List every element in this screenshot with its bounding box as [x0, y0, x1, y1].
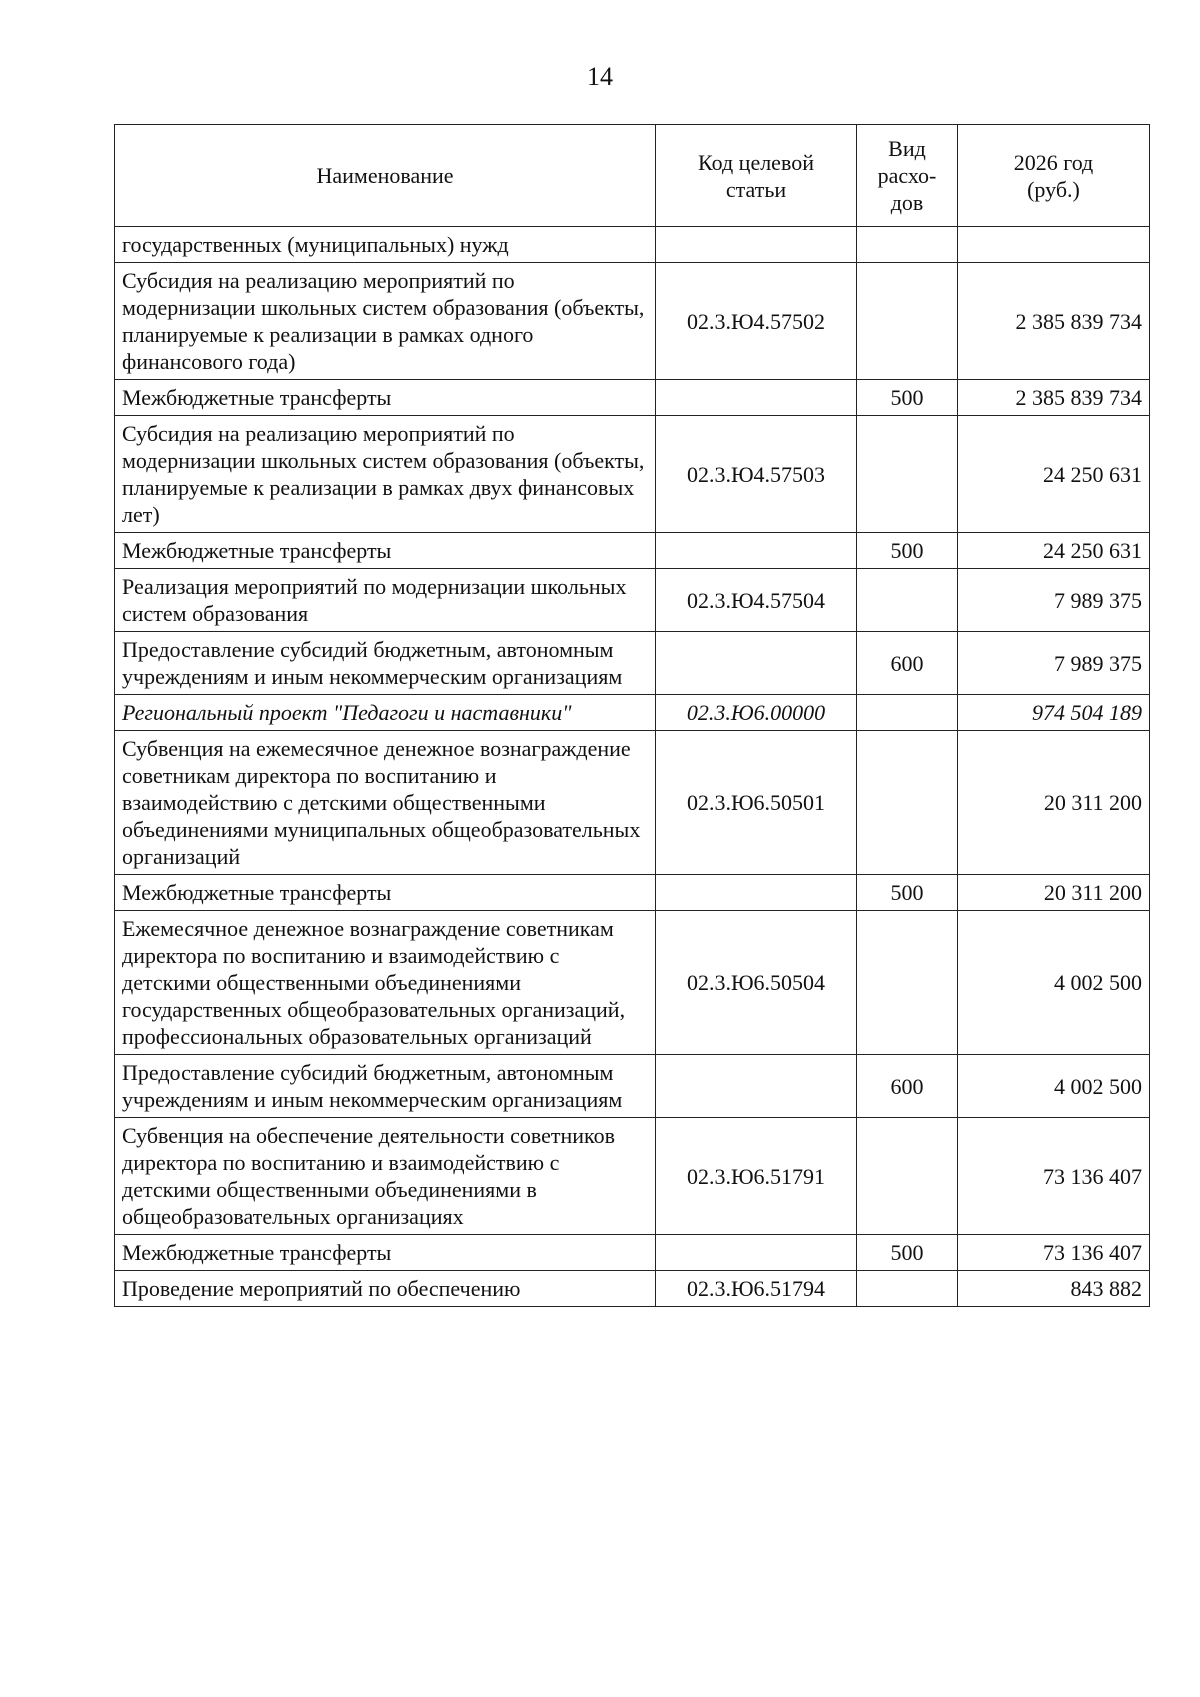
table-row [115, 1235, 1150, 1271]
table-header-row [115, 125, 1150, 227]
cell-kind [857, 1118, 958, 1235]
cell-kind [857, 227, 958, 263]
cell-sum: 24 250 631 [958, 416, 1150, 533]
cell-code: 02.3.Ю6.51791 [656, 1118, 857, 1235]
cell-code: 02.3.Ю6.50504 [656, 911, 857, 1055]
cell-name: Региональный проект "Педагоги и наставники" [115, 695, 656, 731]
table-row [115, 911, 1150, 1055]
cell-code: 02.3.Ю6.50501 [656, 731, 857, 875]
cell-name: Субсидия на реализацию мероприятий по модернизации школьных систем образования (объекты, планируемые к реализации в рамках одного финансового года) [115, 263, 656, 380]
cell-sum: 843 882 [958, 1271, 1150, 1307]
cell-code: 02.3.Ю4.57504 [656, 569, 857, 632]
cell-kind [857, 569, 958, 632]
cell-sum: 2 385 839 734 [958, 380, 1150, 416]
cell-kind: 500 [857, 1235, 958, 1271]
table-row [115, 416, 1150, 533]
cell-name: Проведение мероприятий по обеспечению [115, 1271, 656, 1307]
cell-code [656, 227, 857, 263]
header-kind: Вид расхо- дов [857, 125, 958, 227]
cell-name: Субвенция на ежемесячное денежное вознаграждение советникам директора по воспитанию и взаимодействию с детскими общественными объединениями муниципальных общеобразовательных организаций [115, 731, 656, 875]
cell-name: государственных (муниципальных) нужд [115, 227, 656, 263]
table-row [115, 380, 1150, 416]
cell-code [656, 533, 857, 569]
cell-name: Межбюджетные трансферты [115, 1235, 656, 1271]
cell-name: Предоставление субсидий бюджетным, автономным учреждениям и иным некоммерческим организациям [115, 632, 656, 695]
table-row [115, 875, 1150, 911]
table-row [115, 227, 1150, 263]
cell-sum: 4 002 500 [958, 911, 1150, 1055]
cell-code [656, 632, 857, 695]
page-number: 14 [587, 62, 613, 91]
cell-name: Предоставление субсидий бюджетным, автономным учреждениям и иным некоммерческим организациям [115, 1055, 656, 1118]
cell-code: 02.3.Ю6.00000 [656, 695, 857, 731]
cell-sum: 73 136 407 [958, 1118, 1150, 1235]
cell-sum: 73 136 407 [958, 1235, 1150, 1271]
cell-code: 02.3.Ю6.51794 [656, 1271, 857, 1307]
cell-name: Межбюджетные трансферты [115, 875, 656, 911]
table-row [115, 1055, 1150, 1118]
table-row [115, 695, 1150, 731]
cell-code: 02.3.Ю4.57503 [656, 416, 857, 533]
cell-kind [857, 416, 958, 533]
cell-kind [857, 263, 958, 380]
cell-kind [857, 695, 958, 731]
cell-sum: 7 989 375 [958, 569, 1150, 632]
header-code: Код целевой статьи [656, 125, 857, 227]
cell-code [656, 1055, 857, 1118]
table-row [115, 1271, 1150, 1307]
cell-sum: 20 311 200 [958, 731, 1150, 875]
cell-name: Межбюджетные трансферты [115, 533, 656, 569]
cell-code [656, 380, 857, 416]
cell-sum [958, 227, 1150, 263]
cell-kind: 600 [857, 632, 958, 695]
cell-sum: 4 002 500 [958, 1055, 1150, 1118]
table-row [115, 569, 1150, 632]
table-row [115, 1118, 1150, 1235]
cell-kind: 500 [857, 875, 958, 911]
cell-code: 02.3.Ю4.57502 [656, 263, 857, 380]
table-body [115, 227, 1150, 1307]
cell-name: Реализация мероприятий по модернизации школьных систем образования [115, 569, 656, 632]
table-row [115, 533, 1150, 569]
table-row [115, 731, 1150, 875]
cell-kind: 600 [857, 1055, 958, 1118]
cell-kind: 500 [857, 380, 958, 416]
table-row [115, 263, 1150, 380]
cell-kind: 500 [857, 533, 958, 569]
cell-sum: 24 250 631 [958, 533, 1150, 569]
cell-kind [857, 1271, 958, 1307]
cell-sum: 7 989 375 [958, 632, 1150, 695]
cell-sum: 974 504 189 [958, 695, 1150, 731]
cell-code [656, 875, 857, 911]
budget-table [114, 124, 1150, 1307]
header-sum: 2026 год (руб.) [958, 125, 1150, 227]
cell-name: Субсидия на реализацию мероприятий по модернизации школьных систем образования (объекты, планируемые к реализации в рамках двух финансовых лет) [115, 416, 656, 533]
cell-kind [857, 911, 958, 1055]
cell-name: Субвенция на обеспечение деятельности советников директора по воспитанию и взаимодействию с детскими общественными объединениями в общеобразовательных организациях [115, 1118, 656, 1235]
cell-name: Ежемесячное денежное вознаграждение советникам директора по воспитанию и взаимодействию с детскими общественными объединениями государственных общеобразовательных организаций, профессиональных образовательных организаций [115, 911, 656, 1055]
cell-kind [857, 731, 958, 875]
table-row [115, 632, 1150, 695]
cell-name: Межбюджетные трансферты [115, 380, 656, 416]
header-name: Наименование [115, 125, 656, 227]
cell-sum: 2 385 839 734 [958, 263, 1150, 380]
cell-code [656, 1235, 857, 1271]
cell-sum: 20 311 200 [958, 875, 1150, 911]
